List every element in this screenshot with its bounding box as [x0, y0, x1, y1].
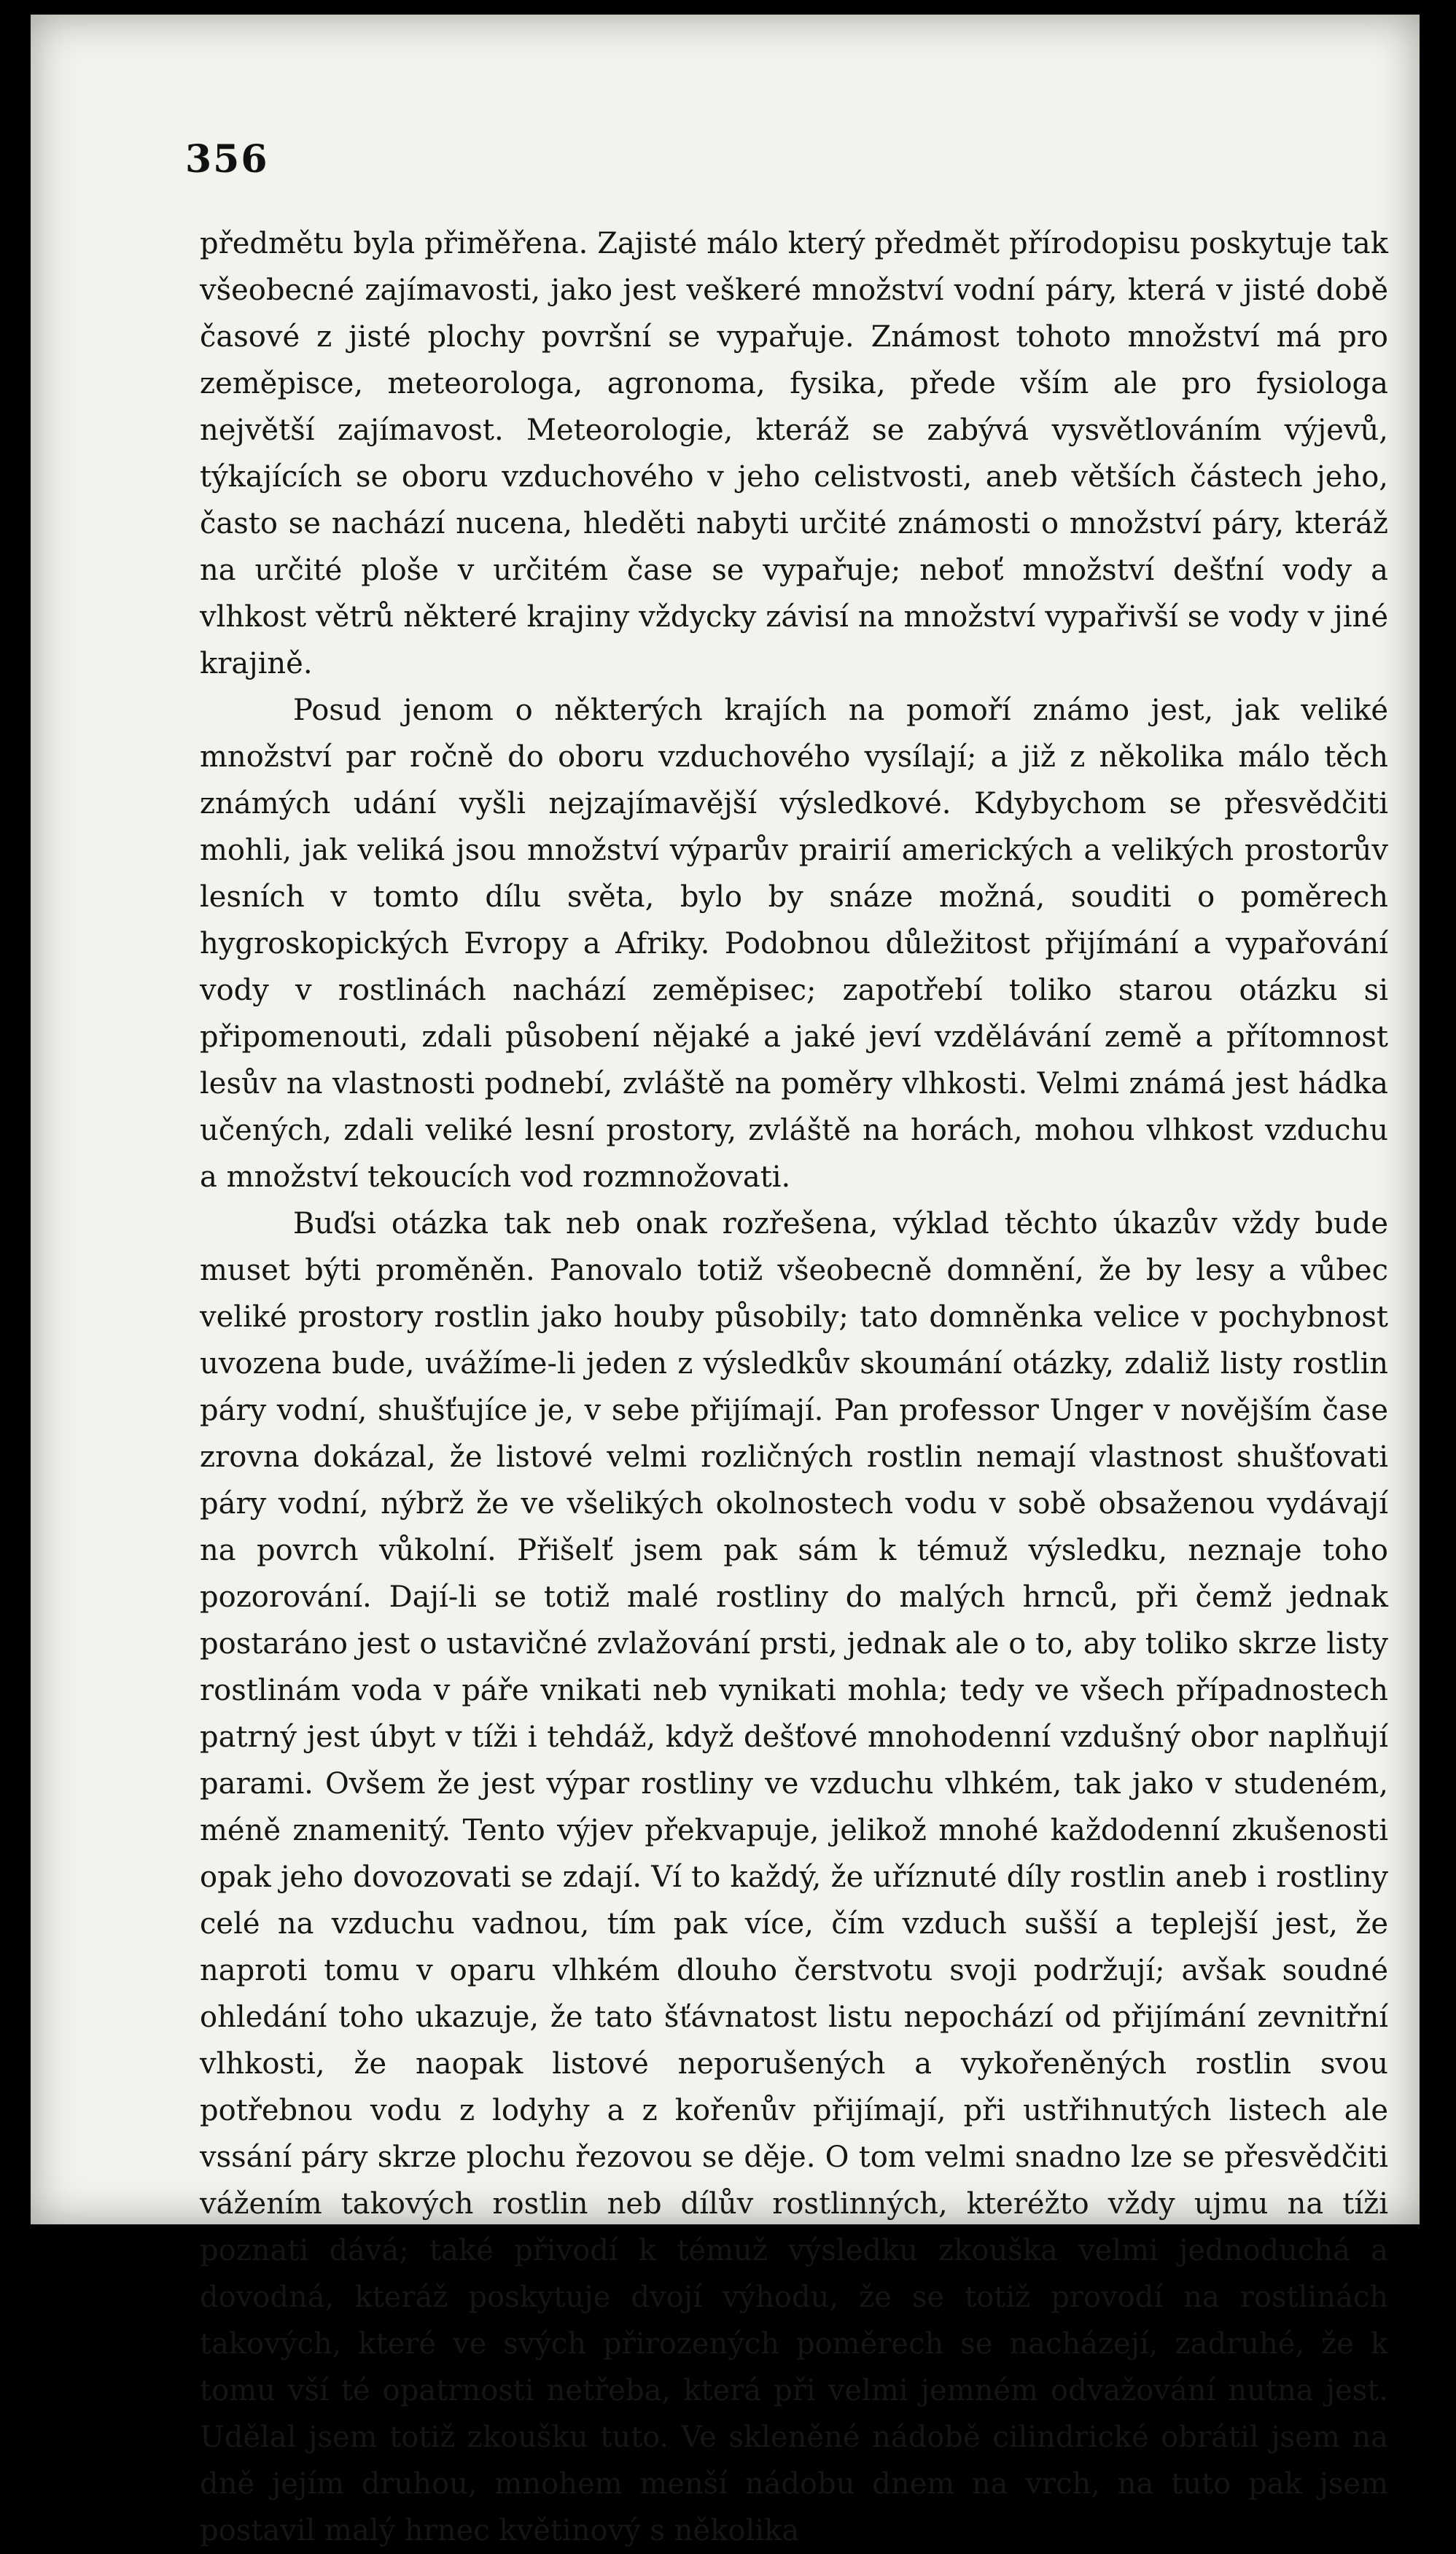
- book-page: [31, 15, 1420, 2547]
- paragraph-1: předmětu byla přiměřena. Zajisté málo který předmět přírodopisu poskytuje tak všeobecné zajímavosti, jako jest veškeré množství vodní páry, která v jisté době časové z jisté plochy površní se vypařuje. Známost tohoto množství má pro zeměpisce, meteorologa, agronoma, fysika, přede vším ale pro fysiologa největší zajímavost. Meteorologie, kteráž se zabývá vysvětlováním výjevů, týkajících se oboru vzduchového v jeho celistvosti, aneb větších částech jeho, často se nachází nucena, hleděti nabyti určité známosti o množství páry, kteráž na určité ploše v určitém čase se vypařuje; neboť množství dešťní vody a vlhkost větrů některé krajiny vždycky závisí na množství vypařivší se vody v jiné krajině.: [200, 227, 1388, 680]
- body-text: [200, 220, 1388, 2554]
- page-number: 356: [185, 137, 269, 182]
- paragraph-2: Posud jenom o některých krajích na pomoří známo jest, jak veliké množství par ročně do oboru vzduchového vysílají; a již z několika málo těch známých udání vyšli nejzajímavější výsledkové. Kdybychom se přesvědčiti mohli, jak veliká jsou množství výparův prairií amerických a velikých prostorův lesních v tomto dílu světa, bylo by snáze možná, souditi o poměrech hygroskopických Evropy a Afriky. Podobnou důležitost přijímání a vypařování vody v rostlinách nachází zeměpisec; zapotřebí toliko starou otázku si připomenouti, zdali působení nějaké a jaké jeví vzdělávání země a přítomnost lesův na vlastnosti podnebí, zvláště na poměry vlhkosti. Velmi známá jest hádka učených, zdali veliké lesní prostory, zvláště na horách, mohou vlhkost vzduchu a množství tekoucích vod rozmnožovati.: [200, 694, 1388, 1194]
- paragraph-3: Buďsi otázka tak neb onak rozřešena, výklad těchto úkazův vždy bude muset býti proměněn. Panovalo totiž všeobecně domnění, že by lesy a vůbec veliké prostory rostlin jako houby působily; tato domněnka velice v pochybnost uvozena bude, uvážíme-li jeden z výsledkův skoumání otázky, zdaliž listy rostlin páry vodní, shušťujíce je, v sebe přijímají. Pan professor Unger v novějším čase zrovna dokázal, že listové velmi rozličných rostlin nemají vlastnost shušťovati páry vodní, nýbrž že ve všelikých okolnostech vodu v sobě obsaženou vydávají na povrch vůkolní. Přišelť jsem pak sám k témuž výsledku, neznaje toho pozorování. Dají-li se totiž malé rostliny do malých hrnců, při čemž jednak postaráno jest o ustavičné zvlažování prsti, jednak ale o to, aby toliko skrze listy rostlinám voda v páře vnikati neb vynikati mohla; tedy ve všech případnostech patrný jest úbyt v tíži i tehdáž, když dešťové mnohodenní vzdušný obor naplňují parami. Ovšem že jest výpar rostliny ve vzduchu vlhkém, tak jako v studeném, méně znamenitý. Tento výjev překvapuje, jelikož mnohé každodenní zkušenosti opak jeho dovozovati se zdají. Ví to každý, že uříznuté díly rostlin aneb i rostliny celé na vzduchu vadnou, tím pak více, čím vzduch sušší a teplejší jest, že naproti tomu v oparu vlhkém dlouho čerstvotu svoji podržují; avšak soudné ohledání toho ukazuje, že tato šťávnatost listu nepochází od přijímání zevnitřní vlhkosti, že naopak listové neporušených a vykořeněných rostlin svou potřebnou vodu z lodyhy a z kořenův přijímají, při ustřihnutých listech ale vssání páry skrze plochu řezovou se děje. O tom velmi snadno lze se přesvědčiti vážením takových rostlin neb dílův rostlinných, kteréžto vždy ujmu na tíži poznati dává; také přivodí k témuž výsledku zkouška velmi jednoduchá a dovodná, kteráž poskytuje dvojí výhodu, že se totiž provodí na rostlinách takových, které ve svých přirozených poměrech se nacházejí, zadruhé, že k tomu vší té opatrnosti netřeba, která při velmi jemném odvažování nutna jest. Udělal jsem totiž zkoušku tuto. Ve skleněné nádobě cilindrické obrátil jsem na dně jejím druhou, mnohem menší nádobu dnem na vrch, na tuto pak jsem postavil malý hrnec květinový s několika: [200, 1207, 1388, 2547]
